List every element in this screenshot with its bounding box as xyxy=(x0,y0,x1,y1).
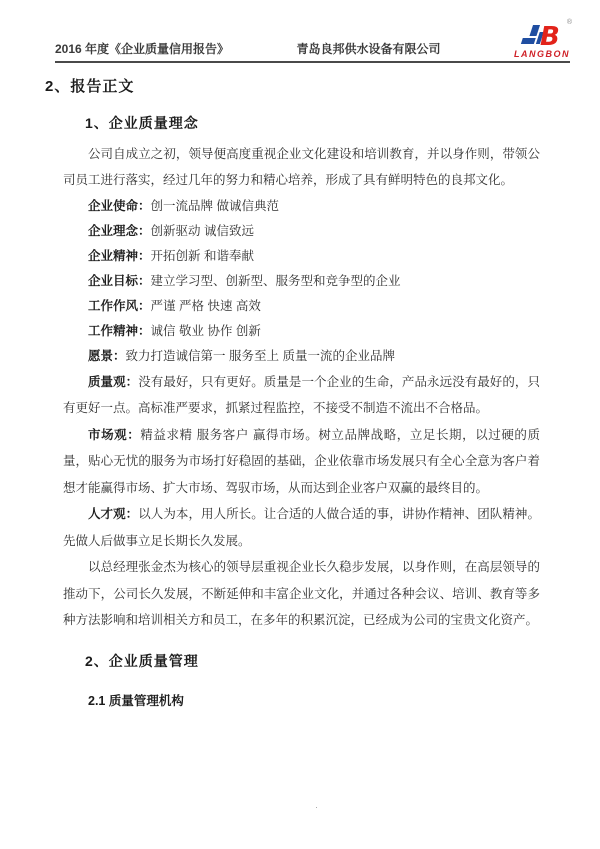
report-title: 2016 年度《企业质量信用报告》 xyxy=(55,42,230,56)
item-label: 企业理念： xyxy=(88,223,151,238)
paragraph-text: 以人为本，用人所长。让合适的人做合适的事，讲协作精神、团队精神。先做人后做事立足长期长久发展。 xyxy=(63,507,540,548)
closing-paragraph: 以总经理张金杰为核心的领导层重视企业长久稳步发展，以身作则，在高层领导的推动下，公司长久发展，不断延伸和丰富企业文化，并通过各种会议、培训、教育等多种方法影响和培训相关方和员工，在多年的积累沉淀，已经成为公司的宝贵文化资产。 xyxy=(63,560,540,627)
svg-text:B: B xyxy=(539,22,560,49)
item-value: 致力打造诚信第一 服务至上 质量一流的企业品牌 xyxy=(125,348,395,363)
item-label: 工作精神： xyxy=(88,323,151,338)
item-label: 企业使命： xyxy=(88,198,151,213)
item-value: 创新驱动 诚信致远 xyxy=(150,223,254,238)
item-value: 严谨 严格 快速 高效 xyxy=(150,298,261,313)
item-value: 建立学习型、创新型、服务型和竞争型的企业 xyxy=(150,273,401,288)
paragraph-text: 精益求精 服务客户 赢得市场。树立品牌战略，立足长期，以过硬的质量，贴心无忧的服务为市场打好稳固的基础，企业依靠市场发展只有全心全意为客户着想才能赢得市场、扩大市场、驾驭市场，从而达到企业客户双赢的最终目的。 xyxy=(63,427,540,495)
quality-view-paragraph xyxy=(63,369,540,422)
item-value: 创一流品牌 做诚信典范 xyxy=(150,198,279,213)
culture-item-vision xyxy=(63,344,540,369)
paragraph-label: 市场观： xyxy=(88,427,141,442)
document-content xyxy=(63,110,540,715)
culture-item-philosophy xyxy=(63,219,540,244)
main-heading: 2、报告正文 xyxy=(45,78,135,95)
paragraph-label: 质量观： xyxy=(88,374,139,389)
item-label: 愿景： xyxy=(88,348,126,363)
langbon-logo-icon xyxy=(514,19,572,49)
culture-item-workstyle xyxy=(63,294,540,319)
logo-brand-text: LANGBON xyxy=(513,49,570,59)
registered-mark: ® xyxy=(566,19,572,26)
page-header xyxy=(55,19,572,63)
intro-paragraph: 公司自成立之初，领导便高度重视企业文化建设和培训教育，并以身作则，带领公司员工进行落实，经过几年的努力和精心培养，形成了具有鲜明特色的良邦文化。 xyxy=(63,146,540,187)
item-value: 开拓创新 和谐奉献 xyxy=(150,248,254,263)
section1-heading: 1、企业质量理念 xyxy=(85,115,199,131)
item-label: 企业精神： xyxy=(88,248,151,263)
section2-1-subheading: 2.1 质量管理机构 xyxy=(88,694,184,708)
item-label: 企业目标： xyxy=(88,273,151,288)
culture-item-workspirit xyxy=(63,319,540,344)
section2-heading: 2、企业质量管理 xyxy=(85,652,199,669)
company-name: 青岛良邦供水设备有限公司 xyxy=(296,42,441,56)
paragraph-text: 没有最好，只有更好。质量是一个企业的生命，产品永远没有最好的，只有更好一点。高标准严要求，抓紧过程监控，不接受不制造不流出不合格品。 xyxy=(63,374,540,415)
culture-item-mission xyxy=(63,194,540,219)
item-value: 诚信 敬业 协作 创新 xyxy=(150,323,261,338)
culture-item-spirit xyxy=(63,244,540,269)
page-number-mark: · xyxy=(315,802,318,812)
company-logo xyxy=(513,19,572,61)
culture-item-goal xyxy=(63,269,540,294)
paragraph-label: 人才观： xyxy=(88,507,139,521)
talent-view-paragraph xyxy=(63,501,540,554)
item-label: 工作作风： xyxy=(88,298,151,313)
market-view-paragraph xyxy=(63,422,540,502)
